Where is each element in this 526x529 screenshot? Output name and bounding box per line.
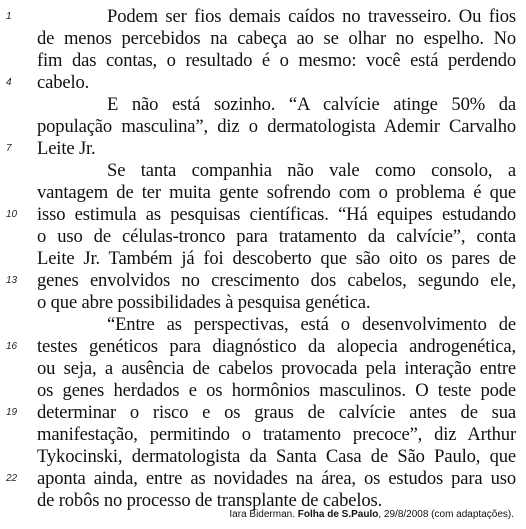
source-author: Iara Biderman.: [229, 509, 295, 520]
line-number: 4: [6, 77, 12, 88]
text-line-10: isso estimula as pesquisas científicas. “Há equipes estudando: [37, 204, 516, 225]
line-number: 1: [6, 11, 12, 22]
text-line-13: genes envolvidos no crescimento dos cabelos, segundo ele,: [37, 270, 516, 291]
text-line-6: população masculina”, diz o dermatologista Ademir Carvalho: [37, 116, 516, 137]
text-line-15: “Entre as perspectivas, está o desenvolvimento de: [107, 314, 516, 335]
text-line-18: os genes herdados e os hormônios masculinos. O teste pode: [37, 380, 516, 401]
text-line-20: manifestação, permitindo o tratamento precoce”, diz Arthur: [37, 424, 516, 445]
line-number: 19: [6, 407, 18, 418]
text-line-11: o uso de células-tronco para tratamento da calvície”, conta: [37, 226, 516, 247]
text-line-4: cabelo.: [37, 72, 90, 93]
text-line-23: de robôs no processo de transplante de cabelos.: [37, 490, 383, 511]
text-line-14: o que abre possibilidades à pesquisa genética.: [37, 292, 371, 313]
text-line-3: fim das contas, o resultado é o mesmo: você está perdendo: [37, 50, 516, 71]
line-number: 13: [6, 275, 18, 286]
line-number: 22: [6, 473, 18, 484]
source-citation: [229, 507, 514, 523]
text-line-7: Leite Jr.: [37, 138, 96, 159]
text-line-22: aponta ainda, entre as novidades na área, os estudos para uso: [37, 468, 516, 489]
line-number: 16: [6, 341, 18, 352]
text-line-21: Tykocinski, dermatologista da Santa Casa de São Paulo, que: [37, 446, 516, 467]
text-line-2: de menos percebidos na cabeça ao se olhar no espelho. No: [37, 28, 516, 49]
text-line-5: E não está sozinho. “A calvície atinge 50% da: [107, 94, 516, 115]
text-line-9: vantagem de ter muita gente sofrendo com o problema é que: [37, 182, 516, 203]
text-line-1: Podem ser fios demais caídos no travesseiro. Ou fios: [107, 6, 516, 27]
source-publication: Folha de S.Paulo: [297, 509, 379, 520]
line-number: 10: [6, 209, 18, 220]
text-line-8: Se tanta companhia não vale como consolo, a: [107, 160, 516, 181]
text-line-16: testes genéticos para diagnóstico da alopecia androgenética,: [37, 336, 516, 357]
source-details: , 29/8/2008 (com adaptações).: [378, 509, 514, 520]
line-number: 7: [6, 143, 12, 154]
text-line-19: determinar o risco e os graus de calvície antes de sua: [37, 402, 516, 423]
text-line-12: Leite Jr. Também já foi descoberto que são oito os pares de: [37, 248, 516, 269]
text-line-17: ou seja, a ausência de cabelos provocada pela interação entre: [37, 358, 516, 379]
